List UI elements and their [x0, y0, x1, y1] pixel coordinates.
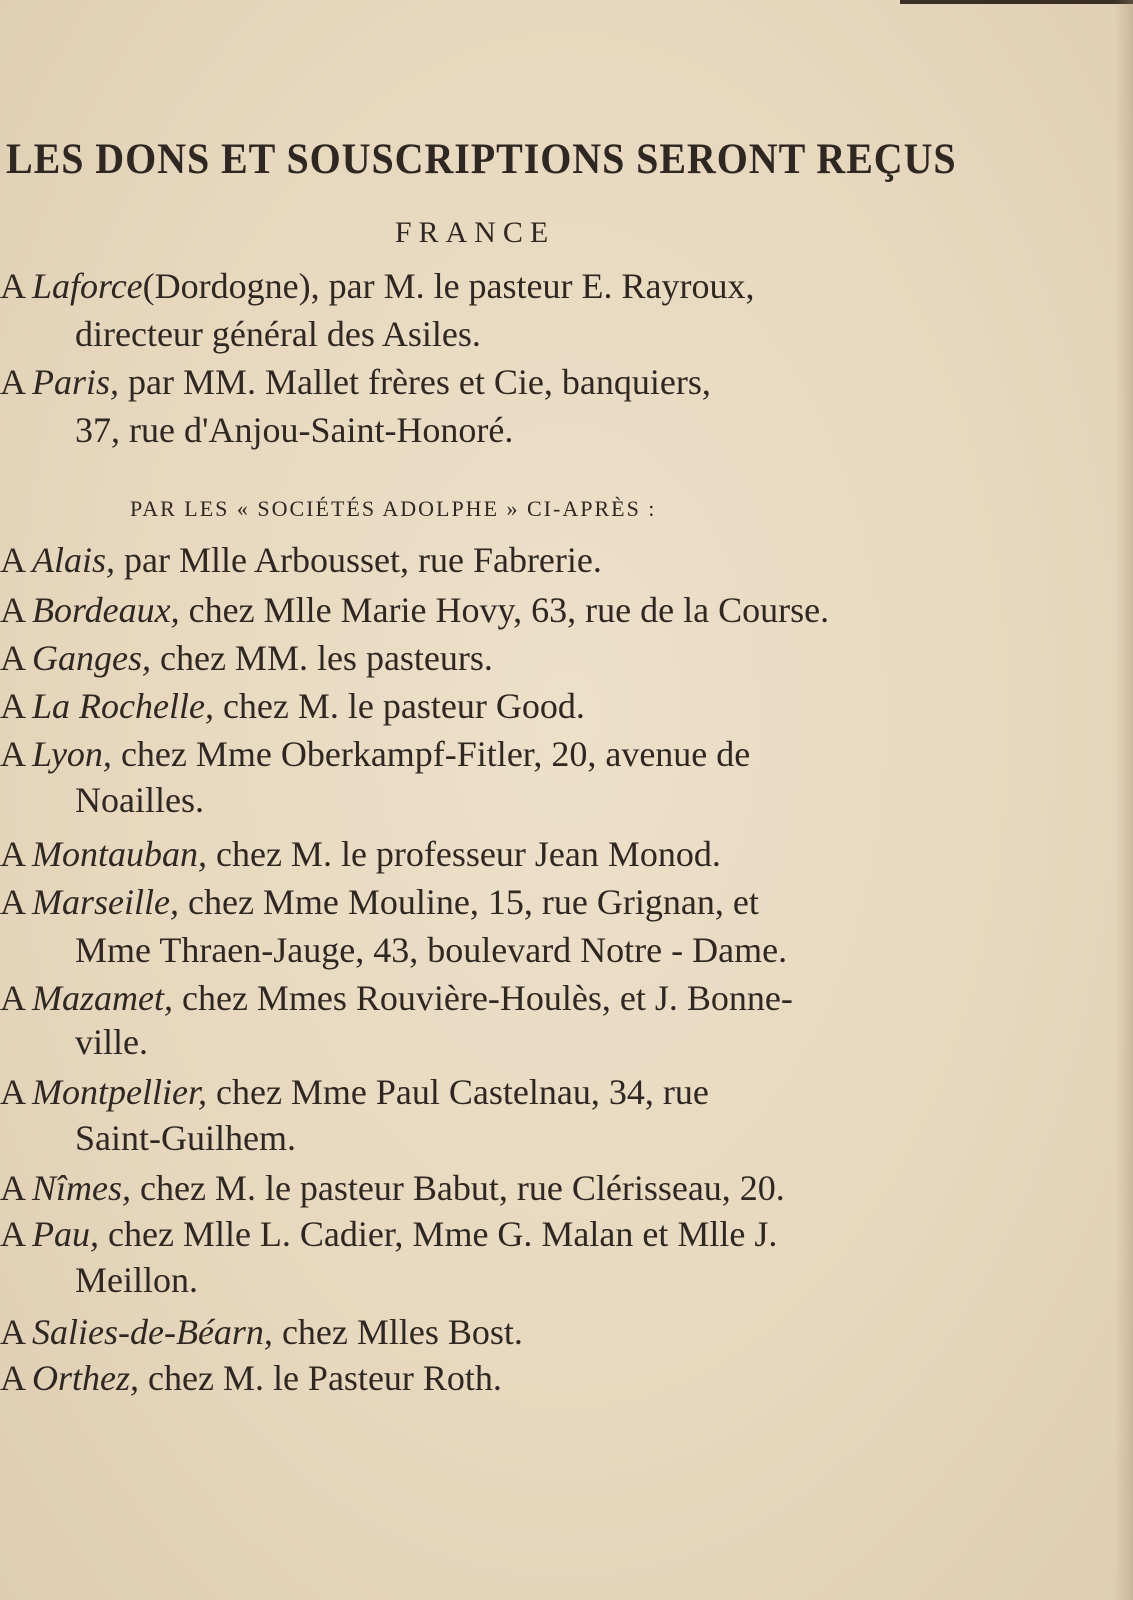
entry-continuation: [75, 1020, 148, 1064]
entry-prefix: A: [0, 834, 26, 874]
entry-city: Marseille,: [32, 882, 179, 922]
entry-line: [0, 1166, 785, 1210]
entry-text: (Dordogne), par M. le pasteur E. Rayroux,: [142, 266, 755, 306]
subsection-heading: PAR LES « SOCIÉTÉS ADOLPHE » CI-APRÈS :: [130, 496, 657, 521]
entry-line: [0, 976, 793, 1020]
entry-text: chez MM. les pasteurs.: [151, 638, 493, 678]
entry-prefix: A: [0, 734, 26, 774]
entry-line: [0, 1070, 709, 1114]
entry-text: chez M. le pasteur Babut, rue Clérisseau, 20.: [131, 1168, 785, 1208]
entry-city: Laforce: [32, 266, 143, 306]
entry-text: chez M. le Pasteur Roth.: [139, 1358, 502, 1398]
entry-line: [0, 588, 829, 632]
entry-line: [0, 832, 721, 876]
entry-line: [0, 264, 754, 308]
entry-prefix: A: [0, 882, 26, 922]
entry-line: [0, 1212, 777, 1256]
entry-line: [0, 1310, 523, 1354]
section-title-france: FRANCE: [394, 216, 556, 249]
entry-line: [0, 636, 493, 680]
entry-city: Paris,: [32, 362, 120, 402]
entry-text: Meillon.: [75, 1260, 198, 1300]
top-rule: [900, 0, 1133, 4]
entry-prefix: A: [0, 1312, 26, 1352]
entry-prefix: A: [0, 1168, 26, 1208]
entry-text: 37, rue d'Anjou-Saint-Honoré.: [75, 410, 514, 450]
entry-city: Bordeaux,: [32, 590, 180, 630]
entry-continuation: [75, 1116, 296, 1160]
entry-text: chez Mlle L. Cadier, Mme G. Malan et Mlle J.: [99, 1214, 778, 1254]
entry-text: ville.: [75, 1022, 148, 1062]
entry-prefix: A: [0, 1358, 26, 1398]
entry-prefix: A: [0, 266, 26, 306]
entry-city: Mazamet,: [32, 978, 173, 1018]
entry-text: chez Mmes Rouvière-Houlès, et J. Bonne-: [172, 978, 793, 1018]
entry-prefix: A: [0, 638, 26, 678]
entry-city: La Rochelle,: [32, 686, 214, 726]
entry-city: Ganges,: [32, 638, 151, 678]
entry-city: Montauban,: [32, 834, 207, 874]
entry-line: [0, 360, 711, 404]
entry-line: [0, 880, 759, 924]
entry-text: chez M. le professeur Jean Monod.: [207, 834, 721, 874]
entry-text: chez Mme Paul Castelnau, 34, rue: [206, 1072, 709, 1112]
entry-city: Alais,: [32, 540, 116, 580]
entry-city: Montpellier,: [32, 1072, 207, 1112]
entry-line: [0, 1356, 502, 1400]
entry-prefix: A: [0, 978, 26, 1018]
entry-line: [0, 538, 602, 582]
entry-text: Saint-Guilhem.: [75, 1118, 296, 1158]
entry-continuation: [75, 408, 513, 452]
entry-prefix: A: [0, 1214, 26, 1254]
entry-text: chez M. le pasteur Good.: [213, 686, 585, 726]
entry-prefix: A: [0, 1072, 26, 1112]
entry-city: Nîmes,: [32, 1168, 131, 1208]
page-edge-shadow: [1115, 0, 1133, 1600]
entry-city: Orthez,: [32, 1358, 139, 1398]
entry-text: directeur général des Asiles.: [75, 314, 481, 354]
entry-continuation: [75, 1258, 198, 1302]
entry-continuation: [75, 928, 787, 972]
entry-text: chez Mlles Bost.: [272, 1312, 523, 1352]
entry-city: Salies-de-Béarn,: [32, 1312, 273, 1352]
entry-city: Lyon,: [32, 734, 112, 774]
entry-continuation: [75, 778, 204, 822]
entry-continuation: [75, 312, 481, 356]
entry-prefix: A: [0, 686, 26, 726]
page-heading: LES DONS ET SOUSCRIPTIONS SERONT REÇUS: [6, 136, 957, 183]
entry-text: par Mlle Arbousset, rue Fabrerie.: [115, 540, 602, 580]
entry-text: chez Mme Mouline, 15, rue Grignan, et: [178, 882, 759, 922]
entry-prefix: A: [0, 540, 26, 580]
entry-text: chez Mme Oberkampf-Fitler, 20, avenue de: [111, 734, 751, 774]
entry-text: chez Mlle Marie Hovy, 63, rue de la Course.: [179, 590, 830, 630]
entry-line: [0, 684, 585, 728]
entry-city: Pau,: [32, 1214, 99, 1254]
entry-text: Noailles.: [75, 780, 204, 820]
entry-text: Mme Thraen-Jauge, 43, boulevard Notre - Dame.: [75, 930, 788, 970]
entry-prefix: A: [0, 362, 26, 402]
entry-prefix: A: [0, 590, 26, 630]
entry-line: [0, 732, 750, 776]
entry-text: par MM. Mallet frères et Cie, banquiers,: [119, 362, 711, 402]
